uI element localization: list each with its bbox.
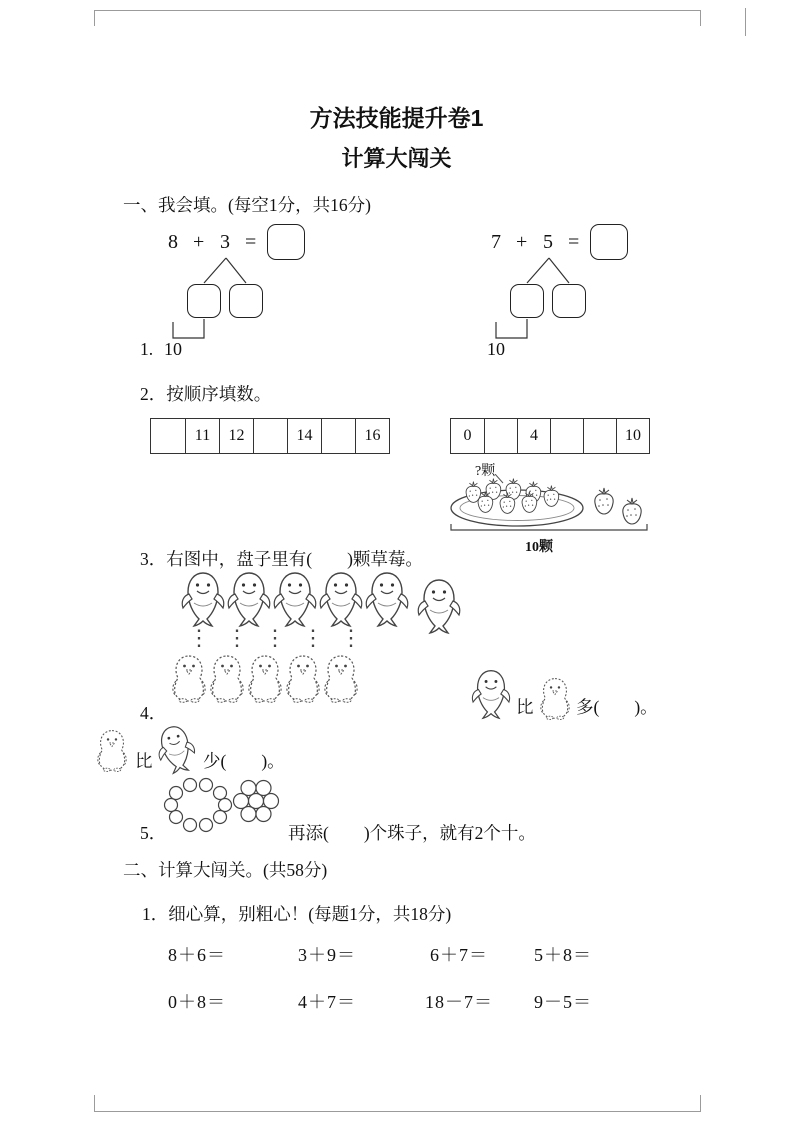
calc-problem: 0＋8＝	[168, 992, 226, 1012]
strip-cell	[321, 419, 355, 453]
dolphin-icon	[416, 577, 462, 635]
calc-problem: 8＋6＝	[168, 945, 226, 965]
calc-instruction-label: 1．细心算，别粗心！(每题1分，共18分)	[142, 904, 452, 924]
strawberry-icon	[623, 498, 641, 524]
bond-part-box-1	[187, 284, 221, 318]
page-border-bottom	[94, 1111, 701, 1112]
strawberry-icon	[544, 486, 559, 507]
calc-problem: 18－7＝	[425, 992, 493, 1012]
dolphin-icon	[318, 570, 364, 628]
penguin-icon	[170, 653, 208, 703]
bond-addend-a: 8	[168, 231, 178, 253]
calc-problem: 5＋8＝	[534, 945, 592, 965]
ellipsis-dots: ⋮	[226, 625, 248, 650]
penguin-icon	[208, 653, 246, 703]
bond-plus-sign: +	[516, 231, 528, 253]
question-4-number: 4．	[140, 703, 167, 723]
calc-problem: 4＋7＝	[298, 992, 356, 1012]
bond-equals-sign: =	[245, 231, 257, 253]
bond-part-box-2	[229, 284, 263, 318]
question-4-compare-line-2	[95, 724, 315, 782]
strip-cell	[583, 419, 616, 453]
figure-total-count-label: 10颗	[525, 540, 553, 555]
bead-ring-icon	[163, 776, 233, 834]
strip-cell: 16	[355, 419, 389, 453]
bead-cluster-icon	[230, 778, 282, 824]
bond-part-box-1	[510, 284, 544, 318]
page-border-tick-bottom-left	[94, 1095, 95, 1111]
bond-addend-b: 3	[220, 231, 230, 253]
page-border-edge-right	[745, 8, 746, 36]
page-subtitle: 计算大闯关	[341, 146, 452, 171]
strip-cell: 4	[517, 419, 550, 453]
bond-addend-b: 5	[543, 231, 553, 253]
bond-answer-box	[590, 224, 628, 260]
penguin-icon	[538, 676, 572, 720]
bond-bracket-label: 10	[164, 339, 182, 359]
page-border-tick-bottom-right	[700, 1095, 701, 1111]
strip-cell	[550, 419, 583, 453]
question-3-label: 3．右图中，盘子里有( )颗草莓。	[140, 549, 423, 569]
page-title: 方法技能提升卷1	[309, 105, 484, 131]
figure-unknown-count-label: ?颗	[475, 464, 496, 479]
number-strip-right	[450, 418, 650, 454]
strawberry-figure	[445, 460, 657, 560]
number-bond-right	[488, 226, 638, 366]
calc-problem: 3＋9＝	[298, 945, 356, 965]
dolphin-icon	[226, 570, 272, 628]
ellipsis-dots: ⋮	[188, 625, 210, 650]
penguin-icon	[246, 653, 284, 703]
question-4-compare-line-1	[470, 668, 690, 726]
number-strip-left	[150, 418, 390, 454]
compare-suffix: 少( )。	[203, 751, 285, 771]
compare-word: 比	[135, 751, 153, 771]
calc-problem: 6＋7＝	[430, 945, 488, 965]
section-two-heading: 二、计算大闯关。(共58分)	[123, 860, 328, 880]
ellipsis-dots: ⋮	[264, 625, 286, 650]
compare-suffix: 多( )。	[576, 697, 658, 717]
penguin-icon	[95, 728, 129, 772]
strip-cell: 14	[287, 419, 321, 453]
penguin-icon	[284, 653, 322, 703]
bond-addend-a: 7	[491, 231, 501, 253]
dolphin-row	[180, 570, 456, 628]
strip-cell	[253, 419, 287, 453]
dolphin-icon	[470, 668, 512, 720]
section-one-heading: 一、我会填。(每空1分，共16分)	[123, 195, 371, 215]
bond-bracket-label: 10	[487, 339, 505, 359]
bond-plus-sign: +	[193, 231, 205, 253]
dolphin-icon	[150, 720, 201, 778]
page-border-top	[94, 10, 701, 11]
question-1-number: 1.	[140, 339, 154, 359]
dolphin-icon	[180, 570, 226, 628]
strip-cell: 10	[616, 419, 649, 453]
dolphin-icon	[364, 570, 410, 628]
strawberry-plate-illustration	[445, 474, 655, 532]
strip-cell	[151, 419, 185, 453]
page-border-tick-top-left	[94, 10, 95, 26]
calc-problem: 9－5＝	[534, 992, 592, 1012]
strip-cell: 11	[185, 419, 219, 453]
total-brace	[451, 524, 647, 530]
question-2-label: 2．按顺序填数。	[140, 384, 272, 404]
bond-equals-sign: =	[568, 231, 580, 253]
strawberry-icon	[595, 488, 613, 514]
strip-cell: 0	[463, 427, 472, 444]
ellipsis-dots: ⋮	[302, 625, 324, 650]
number-bond-left	[165, 226, 315, 366]
dolphin-icon	[272, 570, 318, 628]
compare-word: 比	[516, 697, 534, 717]
penguin-row	[170, 653, 360, 703]
question-5-number: 5．	[140, 823, 167, 843]
penguin-icon	[322, 653, 360, 703]
ellipsis-dots: ⋮	[340, 625, 362, 650]
question-5-label: 再添( )个珠子，就有2个十。	[288, 823, 536, 843]
bond-part-box-2	[552, 284, 586, 318]
bond-answer-box	[267, 224, 305, 260]
page-border-tick-top-right	[700, 10, 701, 26]
strip-cell: 12	[219, 419, 253, 453]
strip-cell	[484, 419, 517, 453]
